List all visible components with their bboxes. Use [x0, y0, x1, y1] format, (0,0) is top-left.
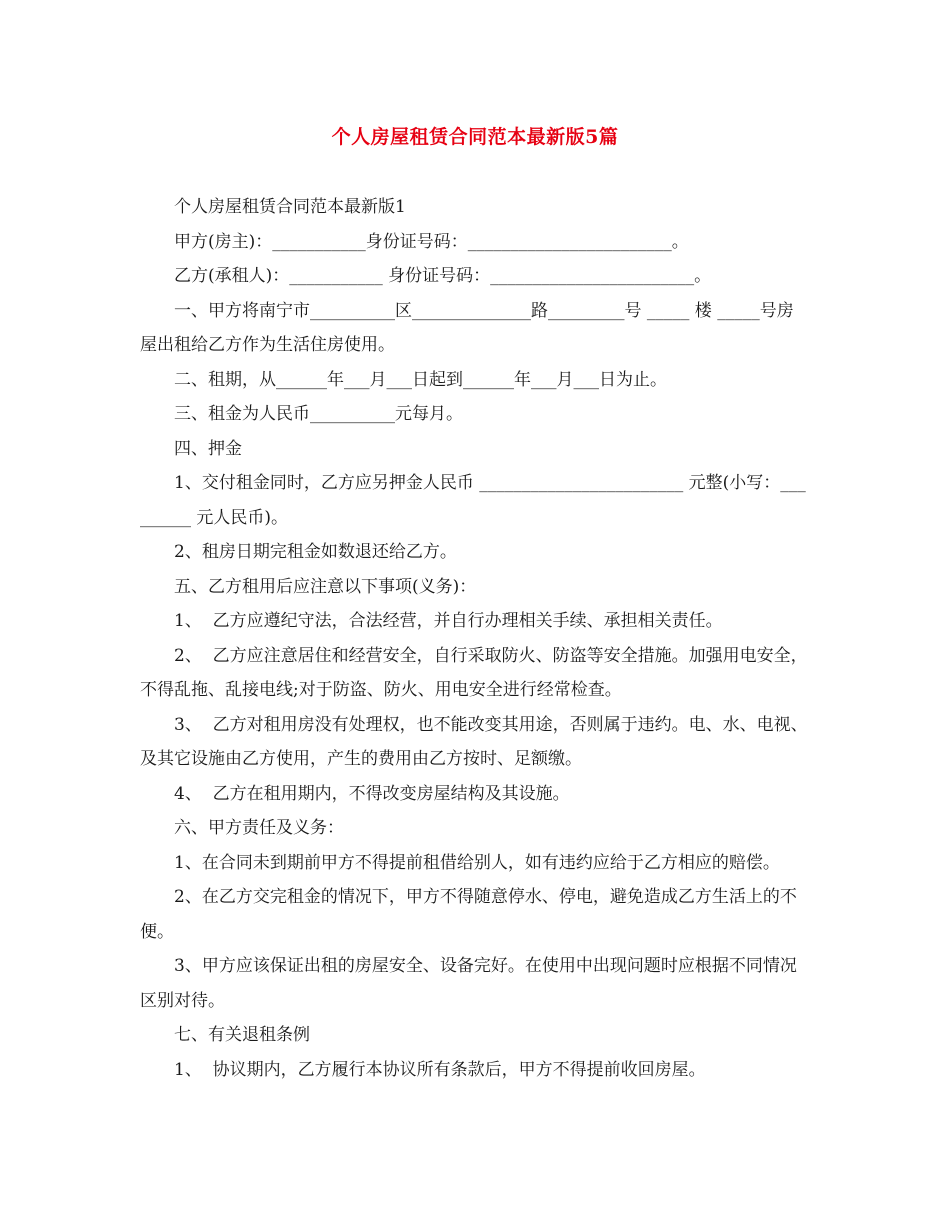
deposit-item-1: 1、交付租金同时，乙方应另押金人民币 ________________________ 元整(小写：_________ 元人民币)。 [140, 473, 806, 528]
section-heading: 个人房屋租赁合同范本最新版1 [174, 197, 406, 217]
document-body [140, 190, 810, 1087]
tenant-duty-2: 2、 乙方应注意居住和经营安全，自行采取防火、防盗等安全措施。加强用电安全，不得乱拖、乱接电线;对于防盗、防火、用电安全进行经常检查。 [140, 645, 808, 700]
document-title: 个人房屋租赁合同范本最新版5篇 [331, 126, 619, 148]
clause-2: 二、租期，从______年___月___日起到______年___月___日为止。 [174, 369, 667, 390]
clause-4-heading: 四、押金 [174, 438, 242, 459]
clause-1: 一、甲方将南宁市__________区______________路_________号 _____ 楼 _____号房屋出租给乙方作为生活住房使用。 [140, 300, 794, 355]
party-b-line: 乙方(承租人)：___________ 身份证号码：________________________。 [174, 266, 712, 286]
deposit-item-2: 2、租房日期完租金如数退还给乙方。 [174, 542, 457, 562]
termination-item-1: 1、 协议期内，乙方履行本协议所有条款后，甲方不得提前收回房屋。 [174, 1059, 706, 1080]
clause-6-heading: 六、甲方责任及义务： [174, 818, 344, 838]
party-a-line: 甲方(房主)：___________身份证号码：________________________。 [174, 231, 689, 252]
clause-5-heading: 五、乙方租用后应注意以下事项(义务)： [174, 576, 477, 597]
tenant-duty-4: 4、 乙方在租用期内，不得改变房屋结构及其设施。 [174, 783, 570, 804]
tenant-duty-1: 1、 乙方应遵纪守法，合法经营，并自行办理相关手续、承担相关责任。 [174, 611, 723, 631]
clause-3: 三、租金为人民币__________元每月。 [174, 404, 463, 424]
tenant-duty-3: 3、 乙方对租用房没有处理权，也不能改变其用途，否则属于违约。电、水、电视、及其它设施由乙方使用，产生的费用由乙方按时、足额缴。 [140, 714, 808, 769]
landlord-duty-1: 1、在合同未到期前甲方不得提前租借给别人，如有违约应给于乙方相应的赔偿。 [174, 852, 780, 873]
landlord-duty-2: 2、在乙方交完租金的情况下，甲方不得随意停水、停电，避免造成乙方生活上的不便。 [140, 887, 797, 942]
clause-7-heading: 七、有关退租条例 [174, 1025, 310, 1045]
landlord-duty-3: 3、甲方应该保证出租的房屋安全、设备完好。在使用中出现问题时应根据不同情况区别对待。 [140, 956, 797, 1011]
